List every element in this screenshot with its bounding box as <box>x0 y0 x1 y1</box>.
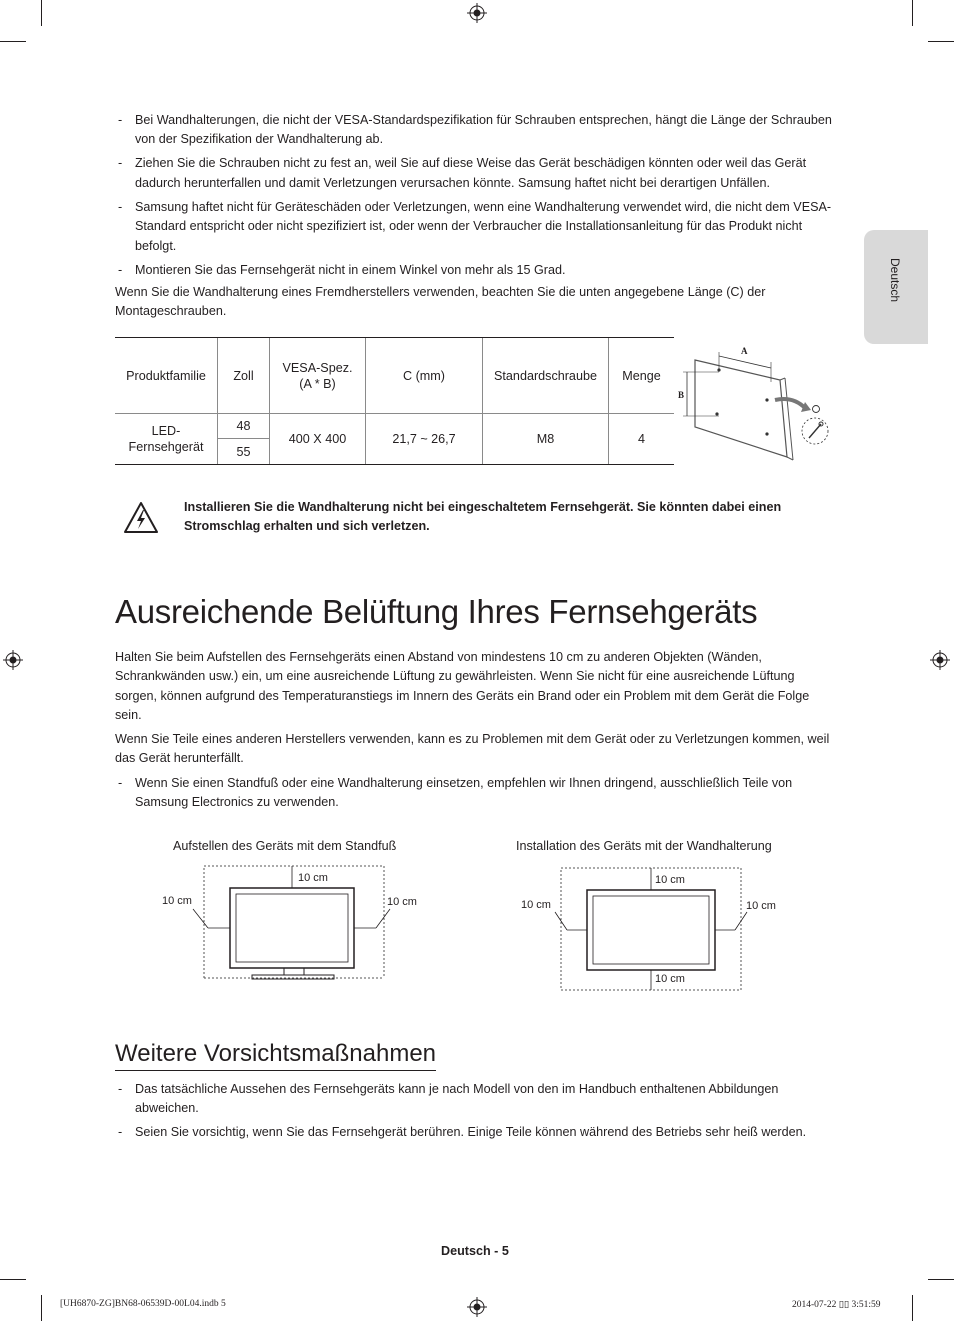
column-header: C (mm) <box>366 338 483 414</box>
list-item: - Wenn Sie einen Standfuß oder eine Wandhalterung einsetzen, empfehlen wir Ihnen dringend, ausschließlich Teile von Samsung Electronics zu verwenden. <box>115 774 835 813</box>
c-mm-cell: 21,7 ~ 26,7 <box>366 414 483 465</box>
wall-mount-diagram <box>675 342 835 467</box>
electric-shock-warning-icon <box>123 501 159 534</box>
dimension-b-label: B <box>678 390 685 400</box>
wall-mount-notes <box>115 111 835 285</box>
column-header: Standardschraube <box>483 338 609 414</box>
stand-right-clearance-label: 10 cm <box>387 896 417 908</box>
ventilation-paragraph-1: Halten Sie beim Aufstellen des Fernsehgeräts einen Abstand von mindestens 10 cm zu anderen Objekten (Wänden, Schrankwänden usw.) ein, um eine ausreichende Lüftung zu gewährleisten. Wenn Sie nicht für eine ausreichende Lüftung sorgen, können aufgrund des Temperaturanstiegs im Innern des Geräts ein Brand oder ein Problem mit dem Gerät die Folge sein. <box>115 650 810 723</box>
vesa-header-line1: VESA-Spez. <box>282 360 353 375</box>
stand-top-clearance-label: 10 cm <box>298 872 328 884</box>
stand-clearance-diagram <box>150 862 440 987</box>
screw-length-note: Wenn Sie die Wandhalterung eines Fremdherstellers verwenden, beachten Sie die unten angegebene Länge (C) der Montageschrauben. <box>115 285 766 319</box>
column-header <box>270 338 366 414</box>
vesa-header-line2: (A * B) <box>299 376 336 391</box>
table-header-row <box>115 338 674 414</box>
product-family-cell <box>115 414 218 465</box>
stand-left-clearance-label: 10 cm <box>162 895 192 907</box>
crop-mark <box>928 41 954 42</box>
crop-mark <box>0 41 26 42</box>
page-number: Deutsch - 5 <box>441 1244 509 1258</box>
column-header: Menge <box>609 338 675 414</box>
standard-screw-cell: M8 <box>483 414 609 465</box>
registration-mark-icon <box>3 650 23 670</box>
warning-text: Installieren Sie die Wandhalterung nicht bei eingeschaltetem Fernsehgerät. Sie könnten dabei einen Stromschlag erhalten und sich verletzen. <box>184 500 782 534</box>
side-tab-label: Deutsch <box>888 258 902 303</box>
inch-cell: 48 <box>218 414 270 439</box>
column-header: Zoll <box>218 338 270 414</box>
wall-figure-caption: Installation des Geräts mit der Wandhalterung <box>516 839 772 853</box>
crop-mark <box>0 1279 26 1280</box>
print-slug-left: [UH6870-ZG]BN68-06539D-00L04.indb 5 <box>60 1299 226 1309</box>
quantity-cell: 4 <box>609 414 675 465</box>
precaution-notes <box>115 1080 835 1147</box>
list-item: - Montieren Sie das Fernsehgerät nicht in einem Winkel von mehr als 15 Grad. <box>115 261 835 280</box>
print-slug-right: 2014-07-22 ▯▯ 3:51:59 <box>792 1300 881 1310</box>
crop-mark <box>41 0 42 26</box>
wall-bottom-clearance-label: 10 cm <box>655 973 685 985</box>
vesa-cell: 400 X 400 <box>270 414 366 465</box>
page-title: Ausreichende Belüftung Ihres Fernsehgeräts <box>115 593 758 630</box>
registration-mark-icon <box>467 3 487 23</box>
family-line1: LED- <box>151 424 181 438</box>
section-title: Weitere Vorsichtsmaßnahmen <box>115 1040 436 1071</box>
crop-mark <box>928 1279 954 1280</box>
ventilation-notes <box>115 774 835 817</box>
wall-top-clearance-label: 10 cm <box>655 874 685 886</box>
ventilation-paragraph-2: Wenn Sie Teile eines anderen Herstellers verwenden, kann es zu Problemen mit dem Gerät oder zu Verletzungen kommen, weil das Gerät herunterfällt. <box>115 732 830 766</box>
list-item: - Seien Sie vorsichtig, wenn Sie das Fernsehgerät berühren. Einige Teile können während des Betriebs sehr heiß werden. <box>115 1123 835 1142</box>
crop-mark <box>912 1295 913 1321</box>
language-side-tab <box>864 230 928 344</box>
dimension-a-label: A <box>741 346 748 356</box>
registration-mark-icon <box>930 650 950 670</box>
list-item: - Bei Wandhalterungen, die nicht der VESA-Standardspezifikation für Schrauben entsprechen, hängt die Länge der Schrauben von der Spezifikation der Wandhalterung ab. <box>115 111 835 150</box>
family-line2: Fernsehgerät <box>128 440 204 454</box>
crop-mark <box>41 1295 42 1321</box>
table-row <box>115 414 674 439</box>
registration-mark-icon <box>467 1297 487 1317</box>
list-item: - Ziehen Sie die Schrauben nicht zu fest an, weil Sie auf diese Weise das Gerät beschädigen könnten oder weil das Gerät dadurch herunterfallen und damit Verletzungen verursachen könnte. Samsung haftet nicht bei derartigen Unfällen. <box>115 154 835 193</box>
wall-clearance-diagram <box>515 864 755 994</box>
wall-left-clearance-label: 10 cm <box>521 899 551 911</box>
vesa-spec-table <box>115 337 674 465</box>
column-header: Produktfamilie <box>115 338 218 414</box>
wall-right-clearance-label: 10 cm <box>746 900 776 912</box>
crop-mark <box>912 0 913 26</box>
stand-figure-caption: Aufstellen des Geräts mit dem Standfuß <box>173 839 397 853</box>
inch-cell: 55 <box>218 439 270 465</box>
list-item: - Samsung haftet nicht für Geräteschäden oder Verletzungen, wenn eine Wandhalterung verwendet wird, die nicht dem VESA-Standard entspricht oder nicht spezifiziert ist, oder wenn der Verbraucher die Installationsanleitung für das Produkt nicht befolgt. <box>115 198 835 256</box>
list-item: - Das tatsächliche Aussehen des Fernsehgeräts kann je nach Modell von den im Handbuch enthaltenen Abbildungen abweichen. <box>115 1080 835 1119</box>
